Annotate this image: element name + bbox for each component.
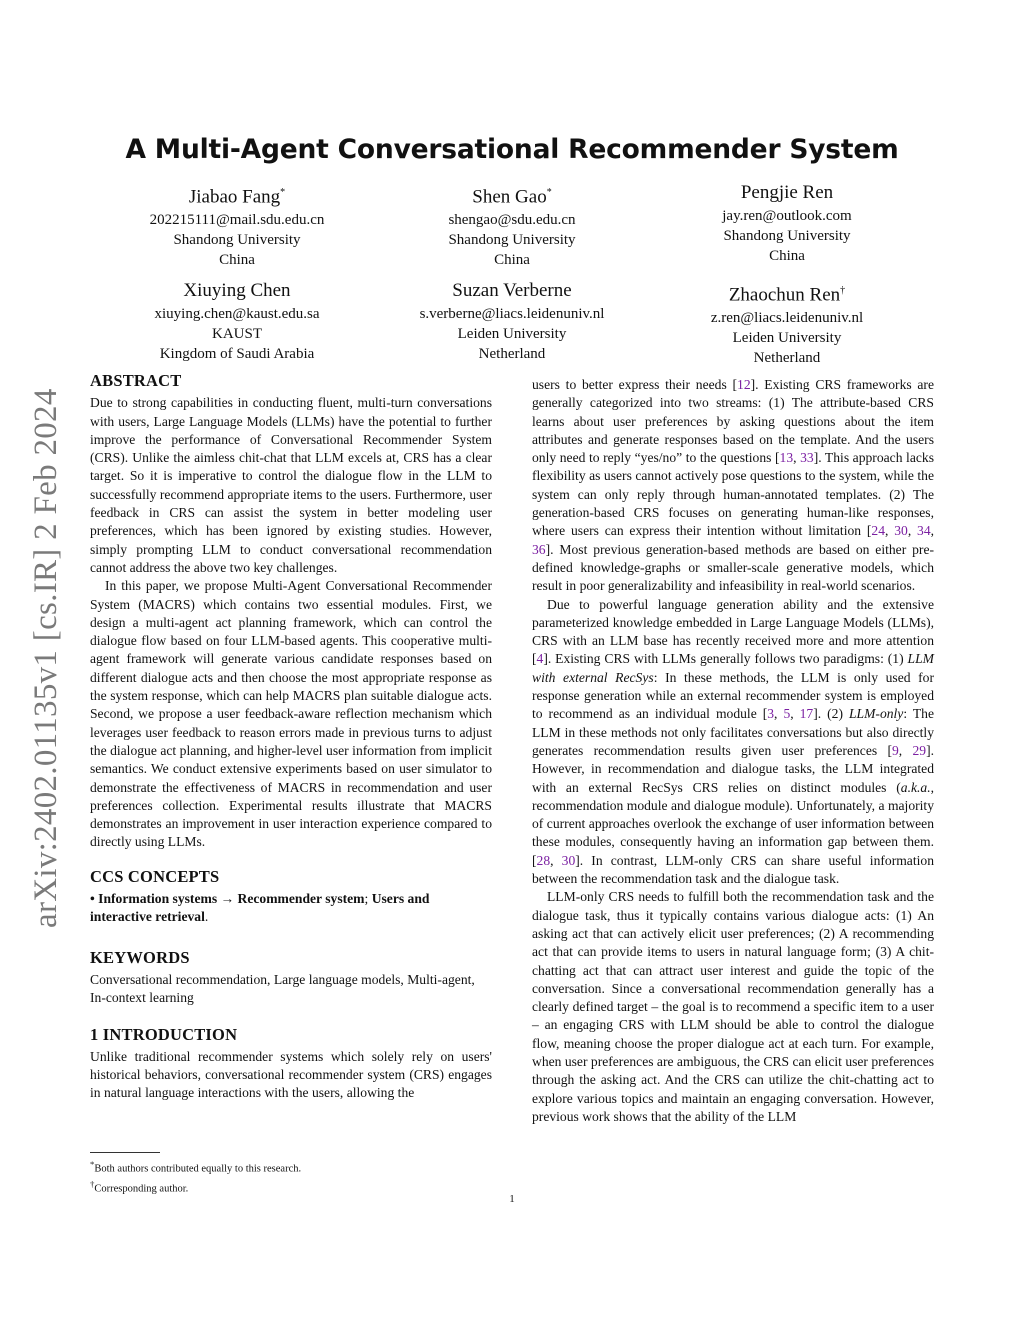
author-email: shengao@sdu.edu.cn <box>448 212 576 229</box>
author-affiliation: KAUST <box>211 326 262 342</box>
citation-link[interactable]: 36 <box>532 541 546 557</box>
citation-link[interactable]: 30 <box>894 523 908 539</box>
paper-title: A Multi-Agent Conversational Recommender System <box>125 134 899 165</box>
author-4 <box>87 278 387 364</box>
author-name: Jiabao Fang <box>188 186 281 208</box>
keywords-text: Conversational recommendation, Large language models, Multi-agent, In-context learning <box>90 971 475 1006</box>
citation-link[interactable]: 33 <box>800 450 814 466</box>
arxiv-stamp: arXiv:2402.01135v1 [cs.IR] 2 Feb 2024 <box>28 388 64 928</box>
ccs-term-users-retrieval: Users and interactive retrieval <box>90 891 430 925</box>
author-1 <box>87 180 387 270</box>
ccs-concepts: • Information systems → Recommender system; Users and interactive retrieval. <box>90 891 430 925</box>
citation-link[interactable]: 13 <box>779 450 794 466</box>
citation-link[interactable]: 28 <box>536 852 551 868</box>
right-paragraph-3: LLM-only CRS needs to fulfill both the recommendation task and the dialogue task, thus it typically contains various dialogue acts: (1) An asking act that can actively elicit user preferences; (2) A recommending act that can provide items to users in natural language form; (3) A chit-chatting act that can attract user interest and guide the topic of the conversation. Since a conversational recommendation generally has a clearly defined target – the goal is to recommend a specific item to a user – an engaging CRS with LLM should be able to control the dialogue flow, meaning choose the proper dialogue act at each turn. For example, when user preferences are ambiguous, the CRS can elicit user preferences through the asking act. And the CRS can utilize the chit-chatting act to explore various topics and maintain an engaging conversation. However, previous work shows that the ability of the LLM <box>532 889 934 1124</box>
citation-link[interactable]: 30 <box>561 852 576 868</box>
citation-link[interactable]: 17 <box>799 706 814 722</box>
author-affiliation: Shandong University <box>448 232 576 249</box>
equal-contrib-mark: * <box>280 187 286 198</box>
author-affiliation: Shandong University <box>173 232 301 249</box>
ccs-term-recommender-system: Recommender system <box>237 891 365 907</box>
author-email: jay.ren@outlook.com <box>722 208 852 224</box>
author-affiliation: Leiden University <box>732 330 842 347</box>
author-country: China <box>769 248 805 264</box>
author-name: Xiuying Chen <box>183 280 291 301</box>
author-email: xiuying.chen@kaust.edu.sa <box>154 306 320 322</box>
ccs-heading: CCS CONCEPTS <box>90 866 220 886</box>
equal-contrib-mark: * <box>546 187 552 198</box>
author-email: s.verberne@liacs.leidenuniv.nl <box>419 306 605 322</box>
author-affiliation: Leiden University <box>457 326 567 342</box>
author-3 <box>637 180 937 266</box>
citation-link[interactable]: 3 <box>767 706 775 722</box>
footnotes <box>90 1157 492 1196</box>
citation-link[interactable]: 12 <box>737 377 751 392</box>
abstract-paragraph-2: In this paper, we propose Multi-Agent Conversational Recommender System (MACRS) which contains two essential modules. First, we design a multi-agent act planning framework, which can control the dialogue flow based on four LLM-based agents. This cooperative multi-agent framework will generate various candidate responses based on different dialogue acts and then choose the most appropriate response as the system response, which can help MACRS plan suitable dialogue acts. Second, we propose a user feedback-aware reflection mechanism which leverages user feedback to reason errors made in previous turns to adjust the dialogue act planning, and higher-level user information from implicit semantics. We conduct extensive experiments based on user simulator to demonstrate the effectiveness of MACRS in recommendation and user preferences collection. Experimental results illustrate that MACRS demonstrates an improvement in user interaction experience compared to directly using LLMs. <box>90 578 492 850</box>
citation-link[interactable]: 9 <box>891 742 899 758</box>
author-country: Kingdom of Saudi Arabia <box>159 346 315 362</box>
introduction-heading: 1 INTRODUCTION <box>90 1024 238 1044</box>
intro-paragraph-1: Unlike traditional recommender systems which solely rely on users' historical behaviors, conversational recommender system (CRS) engages in natural language interactions with the users, allowing the <box>90 1048 492 1101</box>
citation-link[interactable]: 4 <box>536 651 544 667</box>
citation-link[interactable]: 34 <box>917 523 931 539</box>
author-email: z.ren@liacs.leidenuniv.nl <box>710 310 864 327</box>
author-6 <box>637 278 937 368</box>
ccs-term-information-systems: Information systems <box>98 891 218 907</box>
corresponding-mark: † <box>840 285 846 296</box>
author-name: Suzan Verberne <box>452 280 572 301</box>
footnote-corresponding: †Corresponding author. <box>90 1178 189 1194</box>
abstract-paragraph-1: Due to strong capabilities in conducting fluent, multi-turn conversations with users, Large Language Models (LLMs) have the potential to further improve the performance of Conversational Recommender System (CRS). Unlike the aimless chit-chat that LLM excels at, CRS has a clear target. So it is imperative to control the dialogue flow in the LLM to successfully recommend appropriate items to the users. Furthermore, user feedback in CRS can assist the system in better modeling user preferences, which has been ignored by existing studies. However, simply prompting LLM to conduct conversational recommendation cannot address the above two key challenges. <box>90 395 492 575</box>
right-paragraph-2: Due to powerful language generation ability and the extensive parameterized knowledge embedded in Large Language Models (LLMs), CRS with an LLM base has recently received more and more attention [4]. Existing CRS with LLMs generally follows two paradigms: (1) LLM with external RecSys: In these methods, the LLM is only used for response generation while an external recommender system is employed to recommend as an individual module [3, 5, 17]. (2) LLM-only: The LLM in these methods not only facilitates conversations but also directly generates recommendation results given user preferences [9, 29]. However, in recommendation and dialogue tasks, the LLM integrated with an external RecSys CRS relies on distinct modules (a.k.a., recommendation module and dialogue module). Unfortunately, a majority of current approaches overlook the exchange of user information between these modules, consequently having an information gap between them. [28, 30]. In contrast, LLM-only CRS can share useful information between the recommendation task and the dialogue task. <box>532 596 935 887</box>
author-country: Netherland <box>753 350 821 367</box>
page-number: 1 <box>509 1193 515 1205</box>
author-name: Pengjie Ren <box>740 182 834 203</box>
abstract-heading: ABSTRACT <box>90 371 182 390</box>
footnote-divider <box>90 1152 160 1153</box>
author-country: China <box>494 252 530 269</box>
left-column <box>90 372 492 1103</box>
citation-link[interactable]: 24 <box>871 523 885 539</box>
citation-link[interactable]: 29 <box>912 742 927 758</box>
author-name: Zhaochun Ren <box>728 284 841 306</box>
citation-link[interactable]: 5 <box>783 706 791 722</box>
author-country: China <box>219 252 255 269</box>
keywords-heading: KEYWORDS <box>90 947 190 967</box>
author-2 <box>362 180 662 270</box>
author-email: 202215111@mail.sdu.edu.cn <box>149 212 325 229</box>
author-affiliation: Shandong University <box>723 228 851 244</box>
author-5 <box>362 278 662 364</box>
right-paragraph-1: users to better express their needs [12]. Existing CRS frameworks are generally categorized into two streams: (1) The attribute-based CRS learns about user preferences by asking questions about the item attributes and generate responses based on the template. And the users only need to reply “yes/no” to the questions [13, 33]. This approach lacks flexibility as users cannot actively pose questions to the system, while the system can only reply through human-annotated templates. (2) The generation-based CRS focuses on generating human-like responses, where users can express their intention without limitation [24, 30, 34, 36]. Most previous generation-based methods are based on either pre-defined knowledge-graphs or smaller-scale generative models, which result in poor generalizability and infeasibility in real-world scenarios. <box>532 377 935 594</box>
footnote-equal-contribution: *Both authors contributed equally to this research. <box>90 1159 302 1175</box>
right-column <box>532 376 934 1126</box>
arrow-glyph: → <box>220 891 235 907</box>
author-country: Netherland <box>478 346 546 362</box>
author-name: Shen Gao <box>472 186 547 208</box>
